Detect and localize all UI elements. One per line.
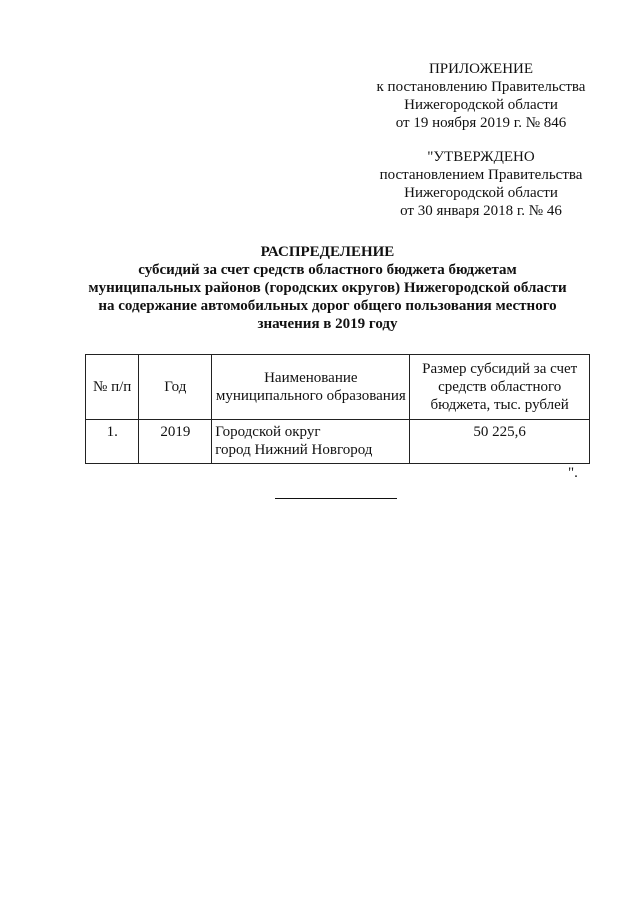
subsidy-table <box>85 354 590 464</box>
heading-line: субсидий за счет средств областного бюджета бюджетам <box>138 262 517 278</box>
cell-name-line: Городской округ <box>215 424 321 440</box>
header-year: Год <box>139 355 212 420</box>
heading-title: РАСПРЕДЕЛЕНИЕ <box>260 244 395 260</box>
approved-line: Нижегородской области <box>404 185 558 201</box>
heading-line: значения в 2019 году <box>257 316 398 332</box>
approved-title: "УТВЕРЖДЕНО <box>427 149 535 165</box>
cell-name <box>212 420 410 464</box>
cell-num: 1. <box>86 420 139 464</box>
closing-quote: ". <box>568 465 578 481</box>
approved-line: от 30 января 2018 г. № 46 <box>400 203 562 219</box>
appendix-block <box>340 60 622 132</box>
separator-line <box>275 498 397 499</box>
cell-name-line: город Нижний Новгород <box>215 442 373 458</box>
header-name-line: муниципального образования <box>215 388 406 404</box>
approved-line: постановлением Правительства <box>379 167 583 183</box>
header-amount-line: Размер субсидий за счет <box>422 361 578 377</box>
header-amount-line: бюджета, тыс. рублей <box>430 397 569 413</box>
appendix-title: ПРИЛОЖЕНИЕ <box>428 61 534 77</box>
heading-line: муниципальных районов (городских округов) Нижегородской области <box>88 280 567 296</box>
cell-amount: 50 225,6 <box>410 420 590 464</box>
table-row <box>86 420 590 464</box>
header-amount <box>410 355 590 420</box>
appendix-line: от 19 ноября 2019 г. № 846 <box>395 115 567 131</box>
document-heading <box>60 243 595 333</box>
appendix-line: Нижегородской области <box>404 97 558 113</box>
heading-line: на содержание автомобильных дорог общего пользования местного <box>98 298 557 314</box>
header-num: № п/п <box>86 355 139 420</box>
table-header-row <box>86 355 590 420</box>
header-name-line: Наименование <box>264 370 358 386</box>
header-amount-line: средств областного <box>438 379 562 395</box>
header-name <box>212 355 410 420</box>
appendix-line: к постановлению Правительства <box>376 79 586 95</box>
cell-year: 2019 <box>139 420 212 464</box>
approved-block <box>340 148 622 220</box>
